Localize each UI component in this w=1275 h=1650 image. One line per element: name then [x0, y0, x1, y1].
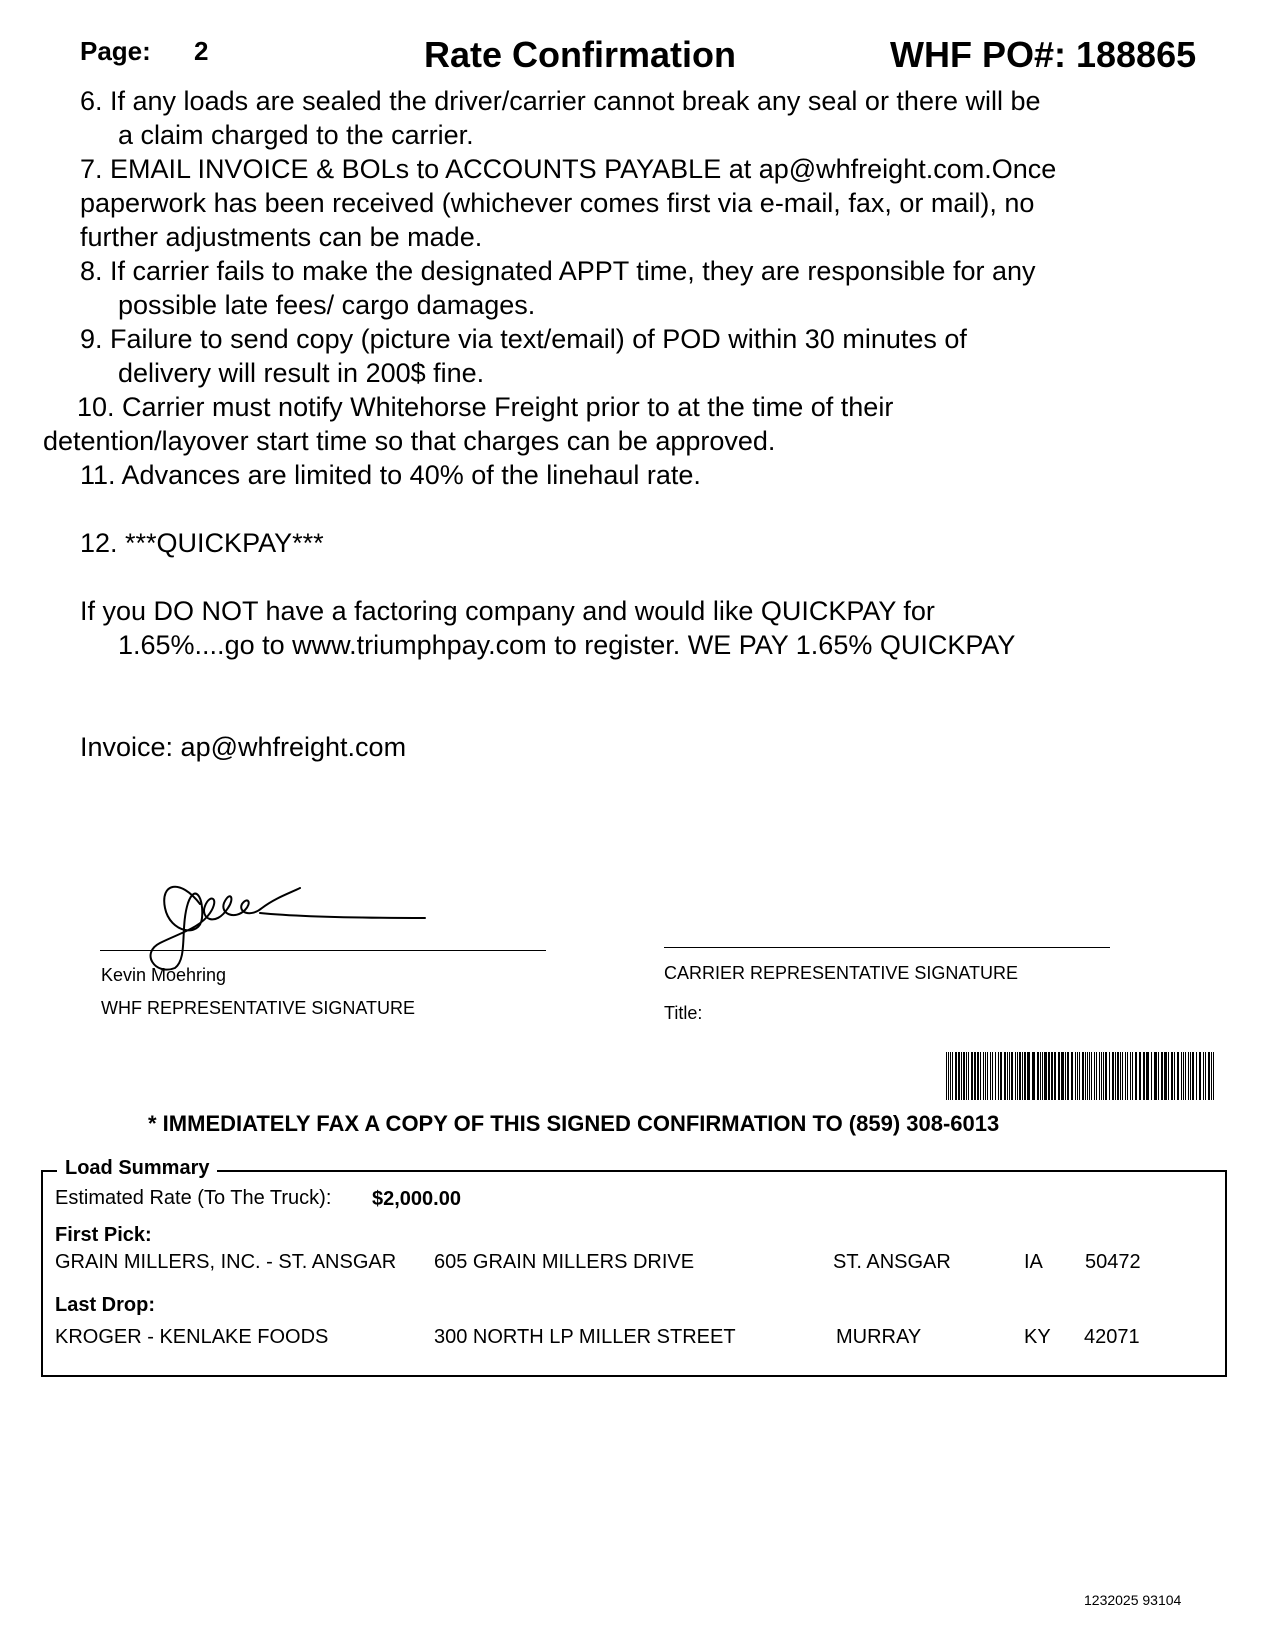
first-pick-name: GRAIN MILLERS, INC. - ST. ANSGAR: [55, 1251, 397, 1273]
last-drop-city: MURRAY: [836, 1326, 922, 1348]
term-10-line-2: detention/layover start time so that charges can be approved.: [43, 426, 776, 456]
first-pick-state: IA: [1024, 1251, 1043, 1273]
load-summary-title: Load Summary: [57, 1157, 217, 1180]
term-8-line-1: 8. If carrier fails to make the designated APPT time, they are responsible for any: [80, 256, 1036, 286]
term-12-heading: 12. ***QUICKPAY***: [80, 528, 324, 558]
last-drop-address: 300 NORTH LP MILLER STREET: [434, 1326, 736, 1348]
handwritten-signature: [140, 858, 440, 973]
first-pick-city: ST. ANSGAR: [833, 1251, 951, 1273]
last-drop-zip: 42071: [1084, 1326, 1140, 1348]
po-number: WHF PO#: 188865: [890, 34, 1197, 75]
page-number: 2: [194, 36, 209, 66]
term-7-line-2: paperwork has been received (whichever comes first via e-mail, fax, or mail), no: [80, 188, 1035, 218]
first-pick-zip: 50472: [1085, 1251, 1141, 1273]
carrier-signature-line: [664, 947, 1110, 948]
first-pick-label: First Pick:: [55, 1224, 152, 1246]
footer-document-code: 1232025 93104: [1084, 1592, 1182, 1608]
term-8-line-2: possible late fees/ cargo damages.: [118, 290, 536, 320]
first-pick-address: 605 GRAIN MILLERS DRIVE: [434, 1251, 695, 1273]
term-11: 11. Advances are limited to 40% of the linehaul rate.: [80, 460, 701, 490]
quickpay-line-2: 1.65%....go to www.triumphpay.com to register. WE PAY 1.65% QUICKPAY: [118, 630, 1016, 660]
page-label: Page:: [80, 36, 151, 66]
document-title: Rate Confirmation: [424, 34, 737, 75]
term-9-line-1: 9. Failure to send copy (picture via text/email) of POD within 30 minutes of: [80, 324, 967, 354]
quickpay-line-1: If you DO NOT have a factoring company and would like QUICKPAY for: [80, 596, 935, 626]
whf-signature-label: WHF REPRESENTATIVE SIGNATURE: [101, 998, 416, 1018]
barcode: [946, 1052, 1216, 1100]
whf-representative-name: Kevin Moehring: [101, 965, 227, 985]
last-drop-state: KY: [1024, 1326, 1051, 1348]
last-drop-name: KROGER - KENLAKE FOODS: [55, 1326, 329, 1348]
last-drop-label: Last Drop:: [55, 1294, 155, 1316]
term-7-line-3: further adjustments can be made.: [80, 222, 483, 252]
fax-notice: * IMMEDIATELY FAX A COPY OF THIS SIGNED CONFIRMATION TO (859) 308-6013: [148, 1111, 1000, 1136]
term-6-line-1: 6. If any loads are sealed the driver/carrier cannot break any seal or there will be: [80, 86, 1041, 116]
invoice-email: Invoice: ap@whfreight.com: [80, 732, 407, 762]
carrier-signature-label: CARRIER REPRESENTATIVE SIGNATURE: [664, 963, 1019, 983]
carrier-title-label: Title:: [664, 1003, 703, 1023]
term-10-line-1: 10. Carrier must notify Whitehorse Freight prior to at the time of their: [77, 392, 894, 422]
whf-signature-line: [100, 950, 546, 951]
term-7-line-1: 7. EMAIL INVOICE & BOLs to ACCOUNTS PAYABLE at ap@whfreight.com.Once: [80, 154, 1057, 184]
term-9-line-2: delivery will result in 200$ fine.: [118, 358, 485, 388]
rate-label: Estimated Rate (To The Truck):: [55, 1187, 332, 1209]
rate-value: $2,000.00: [372, 1188, 461, 1210]
term-6-line-2: a claim charged to the carrier.: [118, 120, 474, 150]
